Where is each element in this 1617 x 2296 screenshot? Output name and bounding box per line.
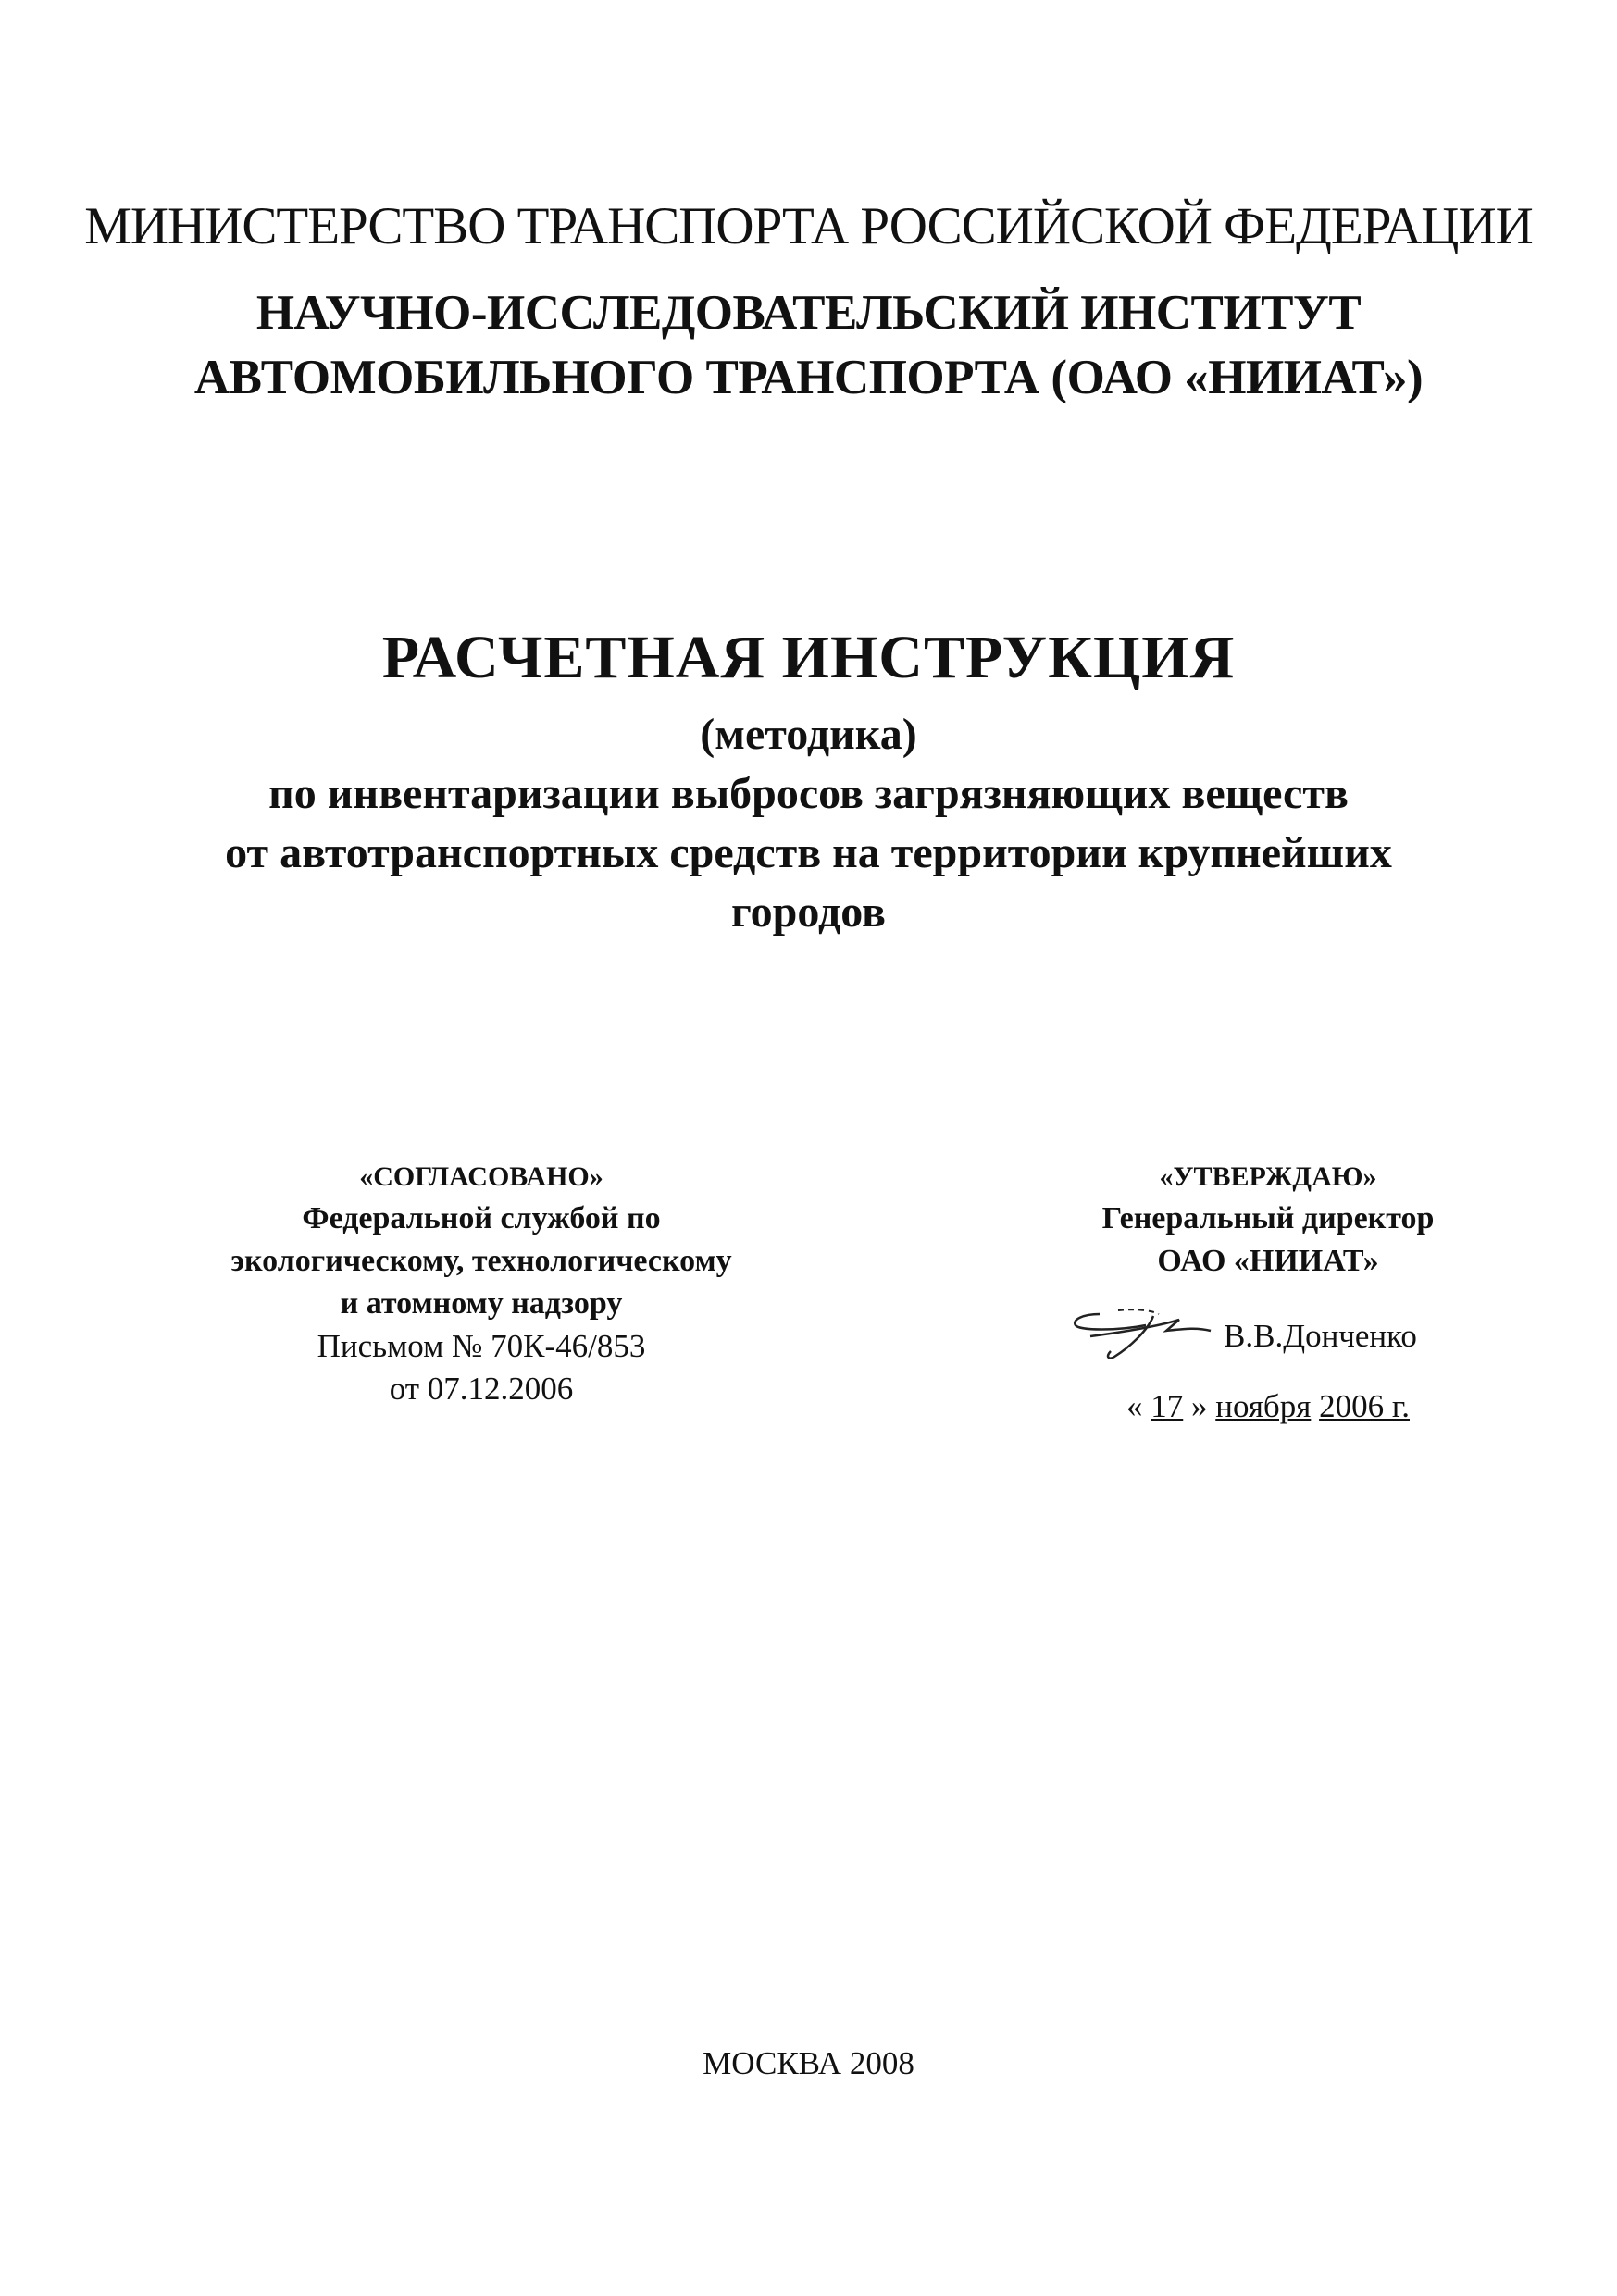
- document-subtitle-line-2: по инвентаризации выбросов загрязняющих веществ: [268, 769, 1349, 818]
- approval-block: [1027, 1157, 1509, 1425]
- agreed-letter-number: Письмом № 70К-46/853: [317, 1328, 646, 1364]
- agreed-letter-date: от 07.12.2006: [389, 1371, 574, 1407]
- approver-position: Генеральный директор: [1101, 1201, 1435, 1235]
- agreed-authority-line-1: Федеральной службой по: [302, 1201, 661, 1235]
- agreement-block: [157, 1157, 805, 1410]
- approval-date: [1027, 1388, 1509, 1425]
- institute-name-line-1: НАУЧНО-ИССЛЕДОВАТЕЛЬСКИЙ ИНСТИТУТ: [255, 286, 1362, 340]
- document-subtitle-line-4: городов: [731, 887, 886, 937]
- signature-row: [1027, 1303, 1509, 1368]
- approval-date-day: 17: [1151, 1388, 1184, 1424]
- approver-organization: ОАО «НИИАТ»: [1157, 1244, 1379, 1278]
- agreed-authority-line-3: и атомному надзору: [340, 1286, 623, 1321]
- agreed-heading: «СОГЛАСОВАНО»: [359, 1161, 603, 1192]
- city-year: МОСКВА 2008: [703, 2045, 914, 2081]
- approval-date-year: 2006 г.: [1319, 1388, 1410, 1424]
- document-subtitle-method: (методика): [700, 710, 917, 759]
- handwritten-signature: [1063, 1303, 1220, 1368]
- ministry-name: МИНИСТЕРСТВО ТРАНСПОРТА РОССИЙСКОЙ ФЕДЕРАЦИИ: [84, 197, 1533, 255]
- signer-name: В.В.Донченко: [1224, 1318, 1417, 1354]
- document-title: РАСЧЕТНАЯ ИНСТРУКЦИЯ: [381, 624, 1236, 691]
- approved-heading: «УТВЕРЖДАЮ»: [1159, 1161, 1377, 1192]
- document-subtitle-line-3: от автотранспортных средств на территории крупнейших: [225, 828, 1392, 877]
- institute-name-line-2: АВТОМОБИЛЬНОГО ТРАНСПОРТА (ОАО «НИИАТ»): [193, 351, 1424, 404]
- agreed-authority-line-2: экологическому, технологическому: [230, 1244, 732, 1278]
- approval-date-open-quote: «: [1126, 1388, 1151, 1424]
- approval-date-space: [1311, 1388, 1319, 1424]
- approval-date-close-quote: »: [1183, 1388, 1216, 1424]
- approval-date-month: ноября: [1215, 1388, 1312, 1424]
